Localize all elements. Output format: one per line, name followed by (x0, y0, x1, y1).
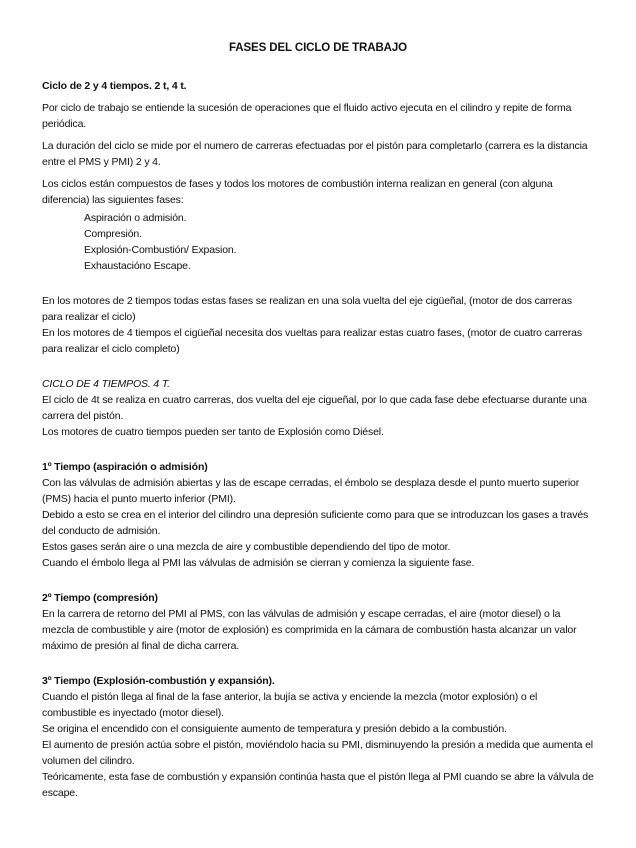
cycle4-heading: CICLO DE 4 TIEMPOS. 4 T. (42, 378, 170, 390)
document-title: FASES DEL CICLO DE TRABAJO (228, 42, 407, 54)
intro-paragraph-4: En los motores de 2 tiempos todas estas fases se realizan en una sola vuelta del eje cigüeñal, (motor de dos carreras para realizar el ciclo) (42, 295, 572, 323)
stroke1-paragraph-1: Con las válvulas de admisión abiertas y las de escape cerradas, el émbolo se desplaza desde el punto muerto superior (PMS) hacia el punto muerto inferior (PMI). (42, 477, 580, 505)
intro-paragraph-1: Por ciclo de trabajo se entiende la sucesión de operaciones que el fluido activo ejecuta en el cilindro y repite de forma periódica. (42, 102, 572, 130)
intro-paragraph-3: Los ciclos están compuestos de fases y todos los motores de combustión interna realizan en general (con alguna diferencia) las siguientes fases: (42, 178, 553, 206)
stroke1-paragraph-3: Estos gases serán aire o una mezcla de aire y combustible dependiendo del tipo de motor. (42, 541, 451, 553)
stroke3-paragraph-4: Teóricamente, esta fase de combustión y expansión continúa hasta que el pistón llega al PMI cuando se abre la válvula de escape. (42, 771, 594, 799)
phase-item: Exhaustacióno Escape. (84, 260, 191, 272)
phase-item: Compresión. (84, 228, 142, 240)
stroke2-paragraph-1: En la carrera de retorno del PMI al PMS, con las válvulas de admisión y escape cerradas, el aire (motor diesel) o la mezcla de combustible y aire (motor de explosión) es comprimida en la cámara de combustión hasta alcanzar un valor máximo de presión al final de dicha carrera. (42, 608, 577, 652)
stroke3-paragraph-3: El aumento de presión actúa sobre el pistón, moviéndolo hacia su PMI, disminuyendo la presión a medida que aumenta el volumen del cilindro. (42, 739, 593, 767)
cycle4-paragraph-2: Los motores de cuatro tiempos pueden ser tanto de Explosión como Diésel. (42, 426, 384, 438)
stroke2-heading: 2º Tiempo (compresión) (42, 592, 158, 604)
document-page (42, 42, 594, 801)
intro-paragraph-2: La duración del ciclo se mide por el numero de carreras efectuadas por el pistón para completarlo (carrera es la distancia entre el PMS y PMI) 2 y 4. (42, 140, 588, 168)
stroke1-heading: 1º Tiempo (aspiración o admisión) (42, 461, 208, 473)
cycle4-paragraph-1: El ciclo de 4t se realiza en cuatro carreras, dos vuelta del eje cigueñal, por lo que cada fase debe efectuarse durante una carrera del pistón. (42, 394, 587, 422)
stroke3-paragraph-1: Cuando el pistón llega al final de la fase anterior, la bujía se activa y enciende la mezcla (motor explosión) o el combustible es inyectado (motor diesel). (42, 691, 538, 719)
stroke1-paragraph-2: Debido a esto se crea en el interior del cilindro una depresión suficiente como para que se introduzcan los gases a través del conducto de admisión. (42, 509, 589, 537)
phase-item: Explosión-Combustión/ Expasion. (84, 244, 237, 256)
intro-heading: Ciclo de 2 y 4 tiempos. 2 t, 4 t. (42, 80, 187, 92)
phase-item: Aspiración o admisión. (84, 212, 187, 224)
stroke1-paragraph-4: Cuando el émbolo llega al PMI las válvulas de admisión se cierran y comienza la siguiente fase. (42, 557, 475, 569)
phases-list (84, 210, 594, 274)
stroke3-heading: 3º Tiempo (Explosión-combustión y expansión). (42, 675, 275, 687)
intro-paragraph-5: En los motores de 4 tiempos el cigüeñal necesita dos vueltas para realizar estas cuatro fases, (motor de cuatro carreras para realizar el ciclo completo) (42, 327, 582, 355)
stroke3-paragraph-2: Se origina el encendido con el consiguiente aumento de temperatura y presión debido a la combustión. (42, 723, 507, 735)
